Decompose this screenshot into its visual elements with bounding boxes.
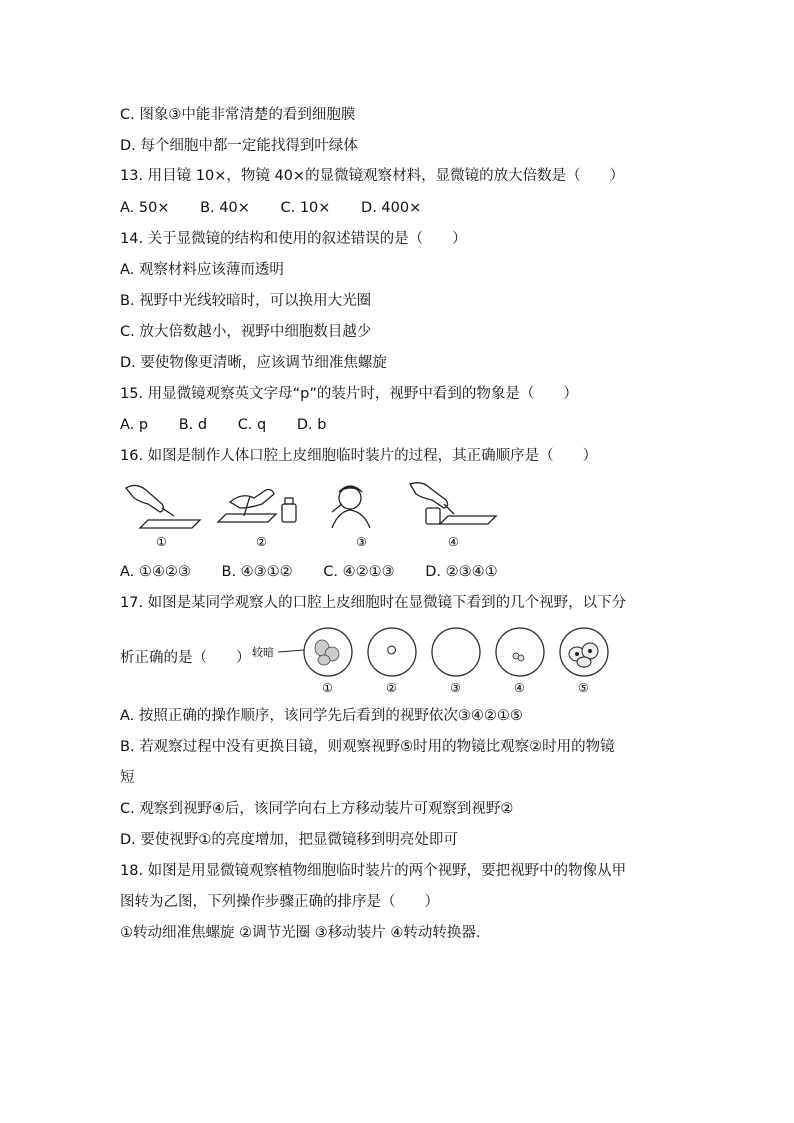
q17-option-b-line2: 短 <box>120 770 135 786</box>
q15-option-a: A. p <box>120 417 149 433</box>
q15-stem: 15. 用显微镜观察英文字母“p”的装片时，视野中看到的物象是（ ） <box>120 386 578 402</box>
q17-fig-label-2: ② <box>386 681 397 695</box>
q17-option-b-line1: B. 若观察过程中没有更换目镜，则观察视野⑤时用的物镜比观察②时用的物镜 <box>120 739 615 755</box>
q13-option-c: C. 10× <box>280 200 331 216</box>
q17-fig-label-3: ③ <box>450 681 461 695</box>
q15-option-b: B. d <box>178 417 208 433</box>
q17-stem-line1: 17. 如图是某同学观察人的口腔上皮细胞时在显微镜下看到的几个视野，以下分 <box>120 595 627 611</box>
q17-fig-label-5: ⑤ <box>578 681 589 695</box>
q17-fields-of-view <box>252 626 614 696</box>
q15-option-c: C. q <box>237 417 267 433</box>
view-circle-2 <box>368 628 416 676</box>
q17-fig-label-4: ④ <box>514 681 525 695</box>
q14-option-d: D. 要使物像更清晰，应该调节细准焦螺旋 <box>120 355 387 371</box>
q16-option-a: A. ①④②③ <box>120 564 191 580</box>
q18-stem-line2: 图转为乙图，下列操作步骤正确的排序是（ ） <box>120 894 439 910</box>
q16-fig-label-3: ③ <box>356 535 367 549</box>
hand-icon <box>126 485 164 512</box>
q13-stem: 13. 用目镜 10×，物镜 40×的显微镜观察材料，显微镜的放大倍数是（ ） <box>120 168 625 184</box>
q16-fig-label-4: ④ <box>448 535 459 549</box>
q13-option-b: B. 40× <box>200 200 250 216</box>
q12-option-c: C. 图象③中能非常清楚的看到细胞膜 <box>120 107 356 123</box>
q17-stem-line2: 析正确的是（ ） <box>120 650 251 666</box>
q14-stem: 14. 关于显微镜的结构和使用的叙述错误的是（ ） <box>120 231 467 247</box>
q16-figure <box>118 478 508 552</box>
view-circle-4 <box>496 628 544 676</box>
q17-figure <box>252 626 614 696</box>
q16-option-c: C. ④②①③ <box>323 564 395 580</box>
q15-option-d: D. b <box>296 417 327 433</box>
q18-steps: ①转动细准焦螺旋 ②调节光圈 ③移动装片 ④转动转换器. <box>120 925 481 941</box>
q12-option-d: D. 每个细胞中都一定能找得到叶绿体 <box>120 138 358 154</box>
view-circle-3 <box>432 628 480 676</box>
q15-options <box>120 415 352 435</box>
q14-option-b: B. 视野中光线较暗时，可以换用大光圈 <box>120 293 372 309</box>
q14-option-c: C. 放大倍数越小，视野中细胞数目越少 <box>120 324 372 340</box>
q14-option-a: A. 观察材料应该薄而透明 <box>120 262 284 278</box>
q17-option-d: D. 要使视野①的亮度增加，把显微镜移到明亮处即可 <box>120 832 458 848</box>
q13-options <box>120 198 447 218</box>
q18-stem-line1: 18. 如图是用显微镜观察植物细胞临时装片的两个视野，要把视野中的物像从甲 <box>120 863 627 879</box>
q17-option-c: C. 观察到视野④后，该同学向右上方移动装片可观察到视野② <box>120 801 514 817</box>
q13-option-d: D. 400× <box>361 200 422 216</box>
q16-process-illustrations <box>118 478 508 552</box>
q17-option-a: A. 按照正确的操作顺序，该同学先后看到的视野依次③④②①⑤ <box>120 708 523 724</box>
q16-fig-label-2: ② <box>256 535 267 549</box>
q16-stem: 16. 如图是制作人体口腔上皮细胞临时装片的过程，其正确顺序是（ ） <box>120 448 598 464</box>
q16-fig-label-1: ① <box>156 535 167 549</box>
q17-dim-note: 较暗 <box>252 646 274 659</box>
q16-option-b: B. ④③①② <box>221 564 293 580</box>
q16-option-d: D. ②③④① <box>425 564 498 580</box>
q13-option-a: A. 50× <box>120 200 170 216</box>
q17-fig-label-1: ① <box>322 681 333 695</box>
q16-options <box>120 562 524 582</box>
